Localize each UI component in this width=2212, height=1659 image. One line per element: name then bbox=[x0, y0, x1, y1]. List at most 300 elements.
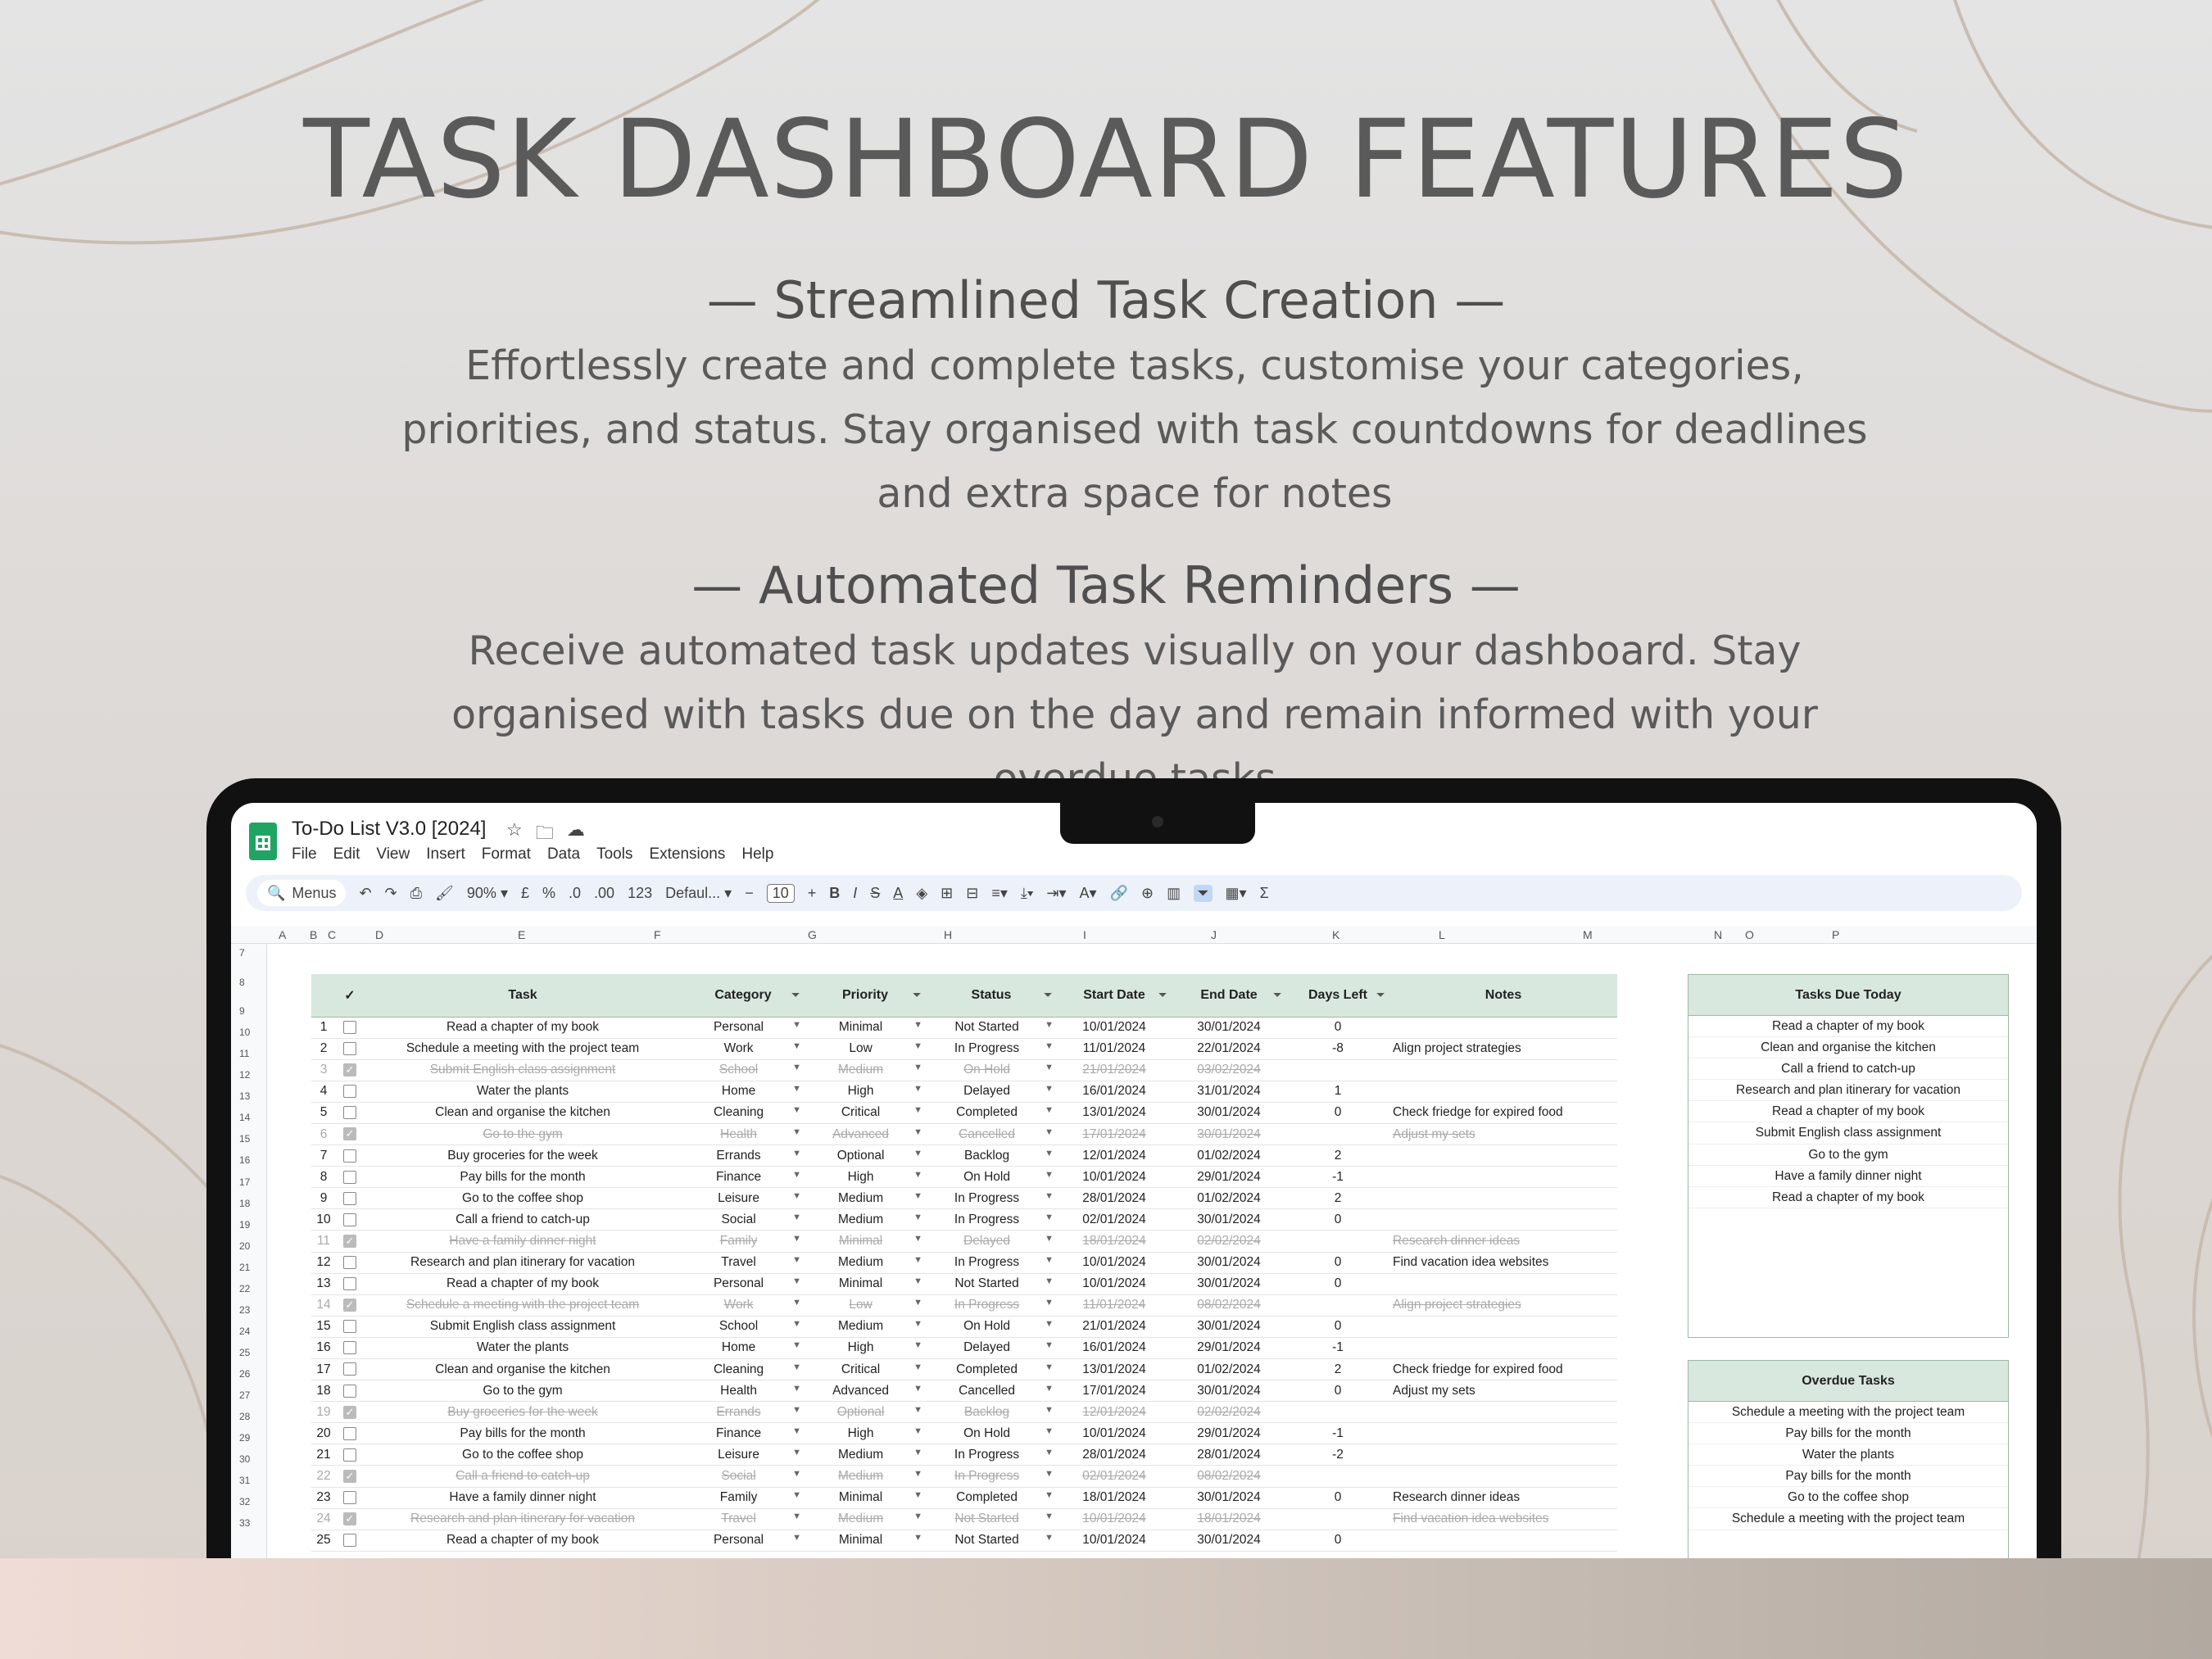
task-status[interactable] bbox=[926, 1123, 1057, 1145]
task-start-date[interactable]: 13/01/2024 bbox=[1057, 1359, 1172, 1380]
row-number[interactable]: 24 bbox=[239, 1326, 251, 1337]
task-checkbox[interactable] bbox=[343, 1256, 356, 1269]
task-notes[interactable] bbox=[1389, 1530, 1617, 1551]
dropdown-arrow-icon[interactable]: ▼ bbox=[792, 1126, 801, 1137]
dropdown-arrow-icon[interactable]: ▼ bbox=[792, 1169, 801, 1180]
dropdown-arrow-icon[interactable]: ▼ bbox=[913, 1063, 922, 1073]
task-end-date[interactable]: 29/01/2024 bbox=[1172, 1337, 1286, 1358]
task-checkbox[interactable]: ✓ bbox=[343, 1470, 356, 1483]
task-category[interactable] bbox=[682, 1123, 805, 1145]
task-category[interactable] bbox=[682, 1444, 805, 1466]
task-priority[interactable] bbox=[805, 1530, 926, 1551]
link-icon[interactable]: 🔗 bbox=[1109, 884, 1129, 901]
task-priority[interactable] bbox=[805, 1316, 926, 1337]
column-header-p[interactable]: P bbox=[1832, 928, 1840, 941]
task-category[interactable] bbox=[682, 1231, 805, 1252]
task-status[interactable] bbox=[926, 1423, 1057, 1444]
dropdown-arrow-icon[interactable]: ▼ bbox=[1045, 1512, 1054, 1522]
task-priority[interactable] bbox=[805, 1231, 926, 1252]
task-notes[interactable] bbox=[1389, 1017, 1617, 1038]
filter-icon[interactable]: ⏷ bbox=[913, 989, 921, 1000]
task-notes[interactable] bbox=[1389, 1444, 1617, 1466]
task-checkbox[interactable] bbox=[343, 1491, 356, 1504]
dropdown-arrow-icon[interactable]: ▼ bbox=[913, 1447, 922, 1457]
filter-views-icon[interactable]: ▦▾ bbox=[1225, 884, 1247, 901]
task-name[interactable]: Clean and organise the kitchen bbox=[364, 1102, 682, 1123]
task-status[interactable] bbox=[926, 1466, 1057, 1487]
task-status[interactable] bbox=[926, 1316, 1057, 1337]
dropdown-arrow-icon[interactable]: ▼ bbox=[792, 1063, 801, 1073]
task-category[interactable] bbox=[682, 1359, 805, 1380]
menu-item-edit[interactable]: Edit bbox=[333, 845, 360, 863]
task-category[interactable] bbox=[682, 1209, 805, 1231]
dropdown-arrow-icon[interactable]: ▼ bbox=[913, 1362, 922, 1372]
row-number[interactable]: 12 bbox=[239, 1069, 251, 1081]
task-notes[interactable]: Find vacation idea websites bbox=[1389, 1508, 1617, 1530]
task-status[interactable] bbox=[926, 1294, 1057, 1316]
task-end-date[interactable]: 30/01/2024 bbox=[1172, 1123, 1286, 1145]
task-checkbox[interactable] bbox=[343, 1320, 356, 1333]
task-name[interactable]: Go to the coffee shop bbox=[364, 1444, 682, 1466]
dropdown-arrow-icon[interactable]: ▼ bbox=[1045, 1190, 1054, 1201]
task-name[interactable]: Call a friend to catch-up bbox=[364, 1209, 682, 1231]
task-category[interactable] bbox=[682, 1530, 805, 1551]
task-category[interactable] bbox=[682, 1038, 805, 1059]
task-checkbox[interactable] bbox=[343, 1042, 356, 1055]
menu-item-file[interactable]: File bbox=[292, 845, 317, 863]
column-header-k[interactable]: K bbox=[1332, 928, 1340, 941]
task-end-date[interactable]: 30/01/2024 bbox=[1172, 1530, 1286, 1551]
dropdown-arrow-icon[interactable]: ▼ bbox=[913, 1084, 922, 1095]
row-number[interactable]: 30 bbox=[239, 1453, 251, 1465]
row-number[interactable]: 31 bbox=[239, 1475, 251, 1486]
task-end-date[interactable]: 18/01/2024 bbox=[1172, 1508, 1286, 1530]
task-status[interactable] bbox=[926, 1038, 1057, 1059]
task-category[interactable] bbox=[682, 1102, 805, 1123]
task-end-date[interactable]: 03/02/2024 bbox=[1172, 1059, 1286, 1081]
column-header-m[interactable]: M bbox=[1583, 928, 1593, 941]
task-notes[interactable] bbox=[1389, 1466, 1617, 1487]
task-start-date[interactable]: 13/01/2024 bbox=[1057, 1102, 1172, 1123]
dropdown-arrow-icon[interactable]: ▼ bbox=[1045, 1255, 1054, 1266]
task-name[interactable]: Call a friend to catch-up bbox=[364, 1466, 682, 1487]
row-number[interactable]: 33 bbox=[239, 1517, 251, 1529]
borders-icon[interactable]: ⊞ bbox=[941, 884, 954, 901]
strikethrough-icon[interactable]: S bbox=[870, 884, 881, 901]
percent-button[interactable]: % bbox=[542, 884, 556, 901]
task-priority[interactable] bbox=[805, 1188, 926, 1209]
dropdown-arrow-icon[interactable]: ▼ bbox=[792, 1041, 801, 1052]
dropdown-arrow-icon[interactable]: ▼ bbox=[792, 1490, 801, 1501]
italic-icon[interactable]: I bbox=[853, 884, 858, 901]
document-title[interactable]: To-Do List V3.0 [2024] bbox=[292, 818, 487, 840]
task-notes[interactable]: Check friedge for expired food bbox=[1389, 1102, 1617, 1123]
task-notes[interactable] bbox=[1389, 1188, 1617, 1209]
task-end-date[interactable]: 29/01/2024 bbox=[1172, 1423, 1286, 1444]
dropdown-arrow-icon[interactable]: ▼ bbox=[792, 1362, 801, 1372]
dropdown-arrow-icon[interactable]: ▼ bbox=[792, 1512, 801, 1522]
task-name[interactable]: Water the plants bbox=[364, 1081, 682, 1102]
menu-item-data[interactable]: Data bbox=[546, 845, 581, 863]
dropdown-arrow-icon[interactable]: ▼ bbox=[792, 1233, 801, 1244]
dropdown-arrow-icon[interactable]: ▼ bbox=[913, 1340, 922, 1351]
row-number[interactable]: 27 bbox=[239, 1389, 251, 1401]
task-name[interactable]: Pay bills for the month bbox=[364, 1423, 682, 1444]
menu-item-insert[interactable]: Insert bbox=[426, 845, 465, 863]
text-color-icon[interactable]: A bbox=[893, 884, 904, 901]
task-start-date[interactable]: 21/01/2024 bbox=[1057, 1059, 1172, 1081]
row-number[interactable]: 13 bbox=[239, 1090, 251, 1102]
dropdown-arrow-icon[interactable]: ▼ bbox=[913, 1469, 922, 1480]
row-number[interactable]: 16 bbox=[239, 1154, 251, 1166]
filter-icon[interactable]: ⏷ bbox=[791, 989, 800, 1000]
column-header-l[interactable]: L bbox=[1439, 928, 1445, 941]
task-start-date[interactable]: 10/01/2024 bbox=[1057, 1530, 1172, 1551]
task-status[interactable] bbox=[926, 1337, 1057, 1358]
task-start-date[interactable]: 10/01/2024 bbox=[1057, 1423, 1172, 1444]
number-format-button[interactable]: 123 bbox=[628, 884, 653, 901]
row-number[interactable]: 29 bbox=[239, 1432, 251, 1444]
task-end-date[interactable]: 30/01/2024 bbox=[1172, 1209, 1286, 1231]
task-status[interactable] bbox=[926, 1359, 1057, 1380]
dropdown-arrow-icon[interactable]: ▼ bbox=[1045, 1533, 1054, 1543]
task-name[interactable]: Research and plan itinerary for vacation bbox=[364, 1252, 682, 1273]
task-checkbox[interactable] bbox=[343, 1448, 356, 1462]
dropdown-arrow-icon[interactable]: ▼ bbox=[792, 1255, 801, 1266]
vertical-align-icon[interactable]: ⤓▾ bbox=[1020, 884, 1034, 901]
task-priority[interactable] bbox=[805, 1167, 926, 1188]
task-notes[interactable] bbox=[1389, 1209, 1617, 1231]
task-start-date[interactable]: 16/01/2024 bbox=[1057, 1337, 1172, 1358]
task-notes[interactable]: Research dinner ideas bbox=[1389, 1231, 1617, 1252]
dropdown-arrow-icon[interactable]: ▼ bbox=[1045, 1148, 1054, 1158]
task-category[interactable] bbox=[682, 1145, 805, 1167]
task-checkbox[interactable] bbox=[343, 1385, 356, 1398]
dropdown-arrow-icon[interactable]: ▼ bbox=[1045, 1426, 1054, 1436]
dropdown-arrow-icon[interactable]: ▼ bbox=[792, 1469, 801, 1480]
task-end-date[interactable]: 01/02/2024 bbox=[1172, 1188, 1286, 1209]
move-folder-icon[interactable]: 🗀 bbox=[535, 823, 554, 843]
task-name[interactable]: Schedule a meeting with the project team bbox=[364, 1294, 682, 1316]
row-number[interactable]: 7 bbox=[239, 947, 245, 959]
functions-icon[interactable]: Σ bbox=[1259, 884, 1269, 901]
task-name[interactable]: Submit English class assignment bbox=[364, 1059, 682, 1081]
task-notes[interactable] bbox=[1389, 1337, 1617, 1358]
column-header-c[interactable]: C bbox=[328, 928, 337, 941]
dropdown-arrow-icon[interactable]: ▼ bbox=[1045, 1404, 1054, 1415]
task-priority[interactable] bbox=[805, 1123, 926, 1145]
row-number[interactable]: 22 bbox=[239, 1283, 251, 1294]
task-category[interactable] bbox=[682, 1487, 805, 1508]
task-end-date[interactable]: 02/02/2024 bbox=[1172, 1402, 1286, 1423]
dropdown-arrow-icon[interactable]: ▼ bbox=[1045, 1490, 1054, 1501]
menu-item-tools[interactable]: Tools bbox=[596, 845, 633, 863]
task-notes[interactable] bbox=[1389, 1145, 1617, 1167]
task-category[interactable] bbox=[682, 1059, 805, 1081]
task-start-date[interactable]: 16/01/2024 bbox=[1057, 1081, 1172, 1102]
task-notes[interactable]: Adjust my sets bbox=[1389, 1380, 1617, 1402]
dropdown-arrow-icon[interactable]: ▼ bbox=[913, 1212, 922, 1222]
task-start-date[interactable]: 02/01/2024 bbox=[1057, 1466, 1172, 1487]
row-number[interactable]: 14 bbox=[239, 1112, 251, 1123]
task-priority[interactable] bbox=[805, 1102, 926, 1123]
row-number[interactable]: 20 bbox=[239, 1240, 251, 1252]
task-notes[interactable]: Align project strategies bbox=[1389, 1038, 1617, 1059]
row-number[interactable]: 25 bbox=[239, 1347, 251, 1358]
dropdown-arrow-icon[interactable]: ▼ bbox=[1045, 1041, 1054, 1052]
task-priority[interactable] bbox=[805, 1423, 926, 1444]
dropdown-arrow-icon[interactable]: ▼ bbox=[792, 1340, 801, 1351]
zoom-select[interactable]: 90% ▾ bbox=[466, 884, 508, 901]
task-end-date[interactable]: 28/01/2024 bbox=[1172, 1444, 1286, 1466]
dropdown-arrow-icon[interactable]: ▼ bbox=[792, 1084, 801, 1095]
task-status[interactable] bbox=[926, 1273, 1057, 1294]
row-number[interactable]: 21 bbox=[239, 1262, 251, 1273]
align-icon[interactable]: ≡▾ bbox=[991, 884, 1008, 901]
task-start-date[interactable]: 18/01/2024 bbox=[1057, 1487, 1172, 1508]
task-end-date[interactable]: 30/01/2024 bbox=[1172, 1487, 1286, 1508]
dropdown-arrow-icon[interactable]: ▼ bbox=[1045, 1084, 1054, 1095]
task-category[interactable] bbox=[682, 1273, 805, 1294]
task-name[interactable]: Submit English class assignment bbox=[364, 1316, 682, 1337]
task-notes[interactable]: Check friedge for expired food bbox=[1389, 1359, 1617, 1380]
menu-item-format[interactable]: Format bbox=[481, 845, 531, 863]
task-end-date[interactable]: 22/01/2024 bbox=[1172, 1038, 1286, 1059]
task-category[interactable] bbox=[682, 1337, 805, 1358]
task-priority[interactable] bbox=[805, 1402, 926, 1423]
dropdown-arrow-icon[interactable]: ▼ bbox=[913, 1383, 922, 1394]
task-category[interactable] bbox=[682, 1167, 805, 1188]
task-category[interactable] bbox=[682, 1402, 805, 1423]
task-name[interactable]: Buy groceries for the week bbox=[364, 1145, 682, 1167]
task-end-date[interactable]: 30/01/2024 bbox=[1172, 1017, 1286, 1038]
column-header-o[interactable]: O bbox=[1745, 928, 1754, 941]
sheets-logo-icon[interactable] bbox=[249, 823, 277, 860]
task-name[interactable]: Water the plants bbox=[364, 1337, 682, 1358]
font-size-decrease-icon[interactable]: − bbox=[745, 884, 754, 901]
task-name[interactable]: Read a chapter of my book bbox=[364, 1273, 682, 1294]
paint-format-icon[interactable]: 🖌 bbox=[435, 884, 454, 901]
task-checkbox[interactable] bbox=[343, 1362, 356, 1376]
column-header-a[interactable]: A bbox=[279, 928, 287, 941]
task-priority[interactable] bbox=[805, 1380, 926, 1402]
filter-icon[interactable]: ⏷ bbox=[1376, 989, 1385, 1000]
task-status[interactable] bbox=[926, 1380, 1057, 1402]
task-checkbox[interactable] bbox=[343, 1106, 356, 1119]
task-start-date[interactable]: 10/01/2024 bbox=[1057, 1167, 1172, 1188]
dropdown-arrow-icon[interactable]: ▼ bbox=[1045, 1383, 1054, 1394]
dropdown-arrow-icon[interactable]: ▼ bbox=[913, 1298, 922, 1308]
row-number[interactable]: 26 bbox=[239, 1368, 251, 1380]
task-status[interactable] bbox=[926, 1017, 1057, 1038]
row-number[interactable]: 23 bbox=[239, 1304, 251, 1316]
task-name[interactable]: Read a chapter of my book bbox=[364, 1530, 682, 1551]
task-name[interactable]: Read a chapter of my book bbox=[364, 1017, 682, 1038]
task-notes[interactable] bbox=[1389, 1273, 1617, 1294]
task-category[interactable] bbox=[682, 1423, 805, 1444]
task-name[interactable]: Buy groceries for the week bbox=[364, 1402, 682, 1423]
task-checkbox[interactable] bbox=[343, 1021, 356, 1034]
column-header-f[interactable]: F bbox=[654, 928, 661, 941]
dropdown-arrow-icon[interactable]: ▼ bbox=[913, 1169, 922, 1180]
task-priority[interactable] bbox=[805, 1252, 926, 1273]
task-status[interactable] bbox=[926, 1209, 1057, 1231]
task-start-date[interactable]: 10/01/2024 bbox=[1057, 1252, 1172, 1273]
dropdown-arrow-icon[interactable]: ▼ bbox=[792, 1212, 801, 1222]
redo-icon[interactable]: ↷ bbox=[384, 884, 397, 901]
task-category[interactable] bbox=[682, 1466, 805, 1487]
task-priority[interactable] bbox=[805, 1444, 926, 1466]
dropdown-arrow-icon[interactable]: ▼ bbox=[913, 1126, 922, 1137]
filter-icon[interactable]: ⏷ bbox=[1273, 989, 1281, 1000]
task-name[interactable]: Clean and organise the kitchen bbox=[364, 1359, 682, 1380]
task-checkbox[interactable]: ✓ bbox=[343, 1406, 356, 1419]
task-status[interactable] bbox=[926, 1508, 1057, 1530]
task-priority[interactable] bbox=[805, 1508, 926, 1530]
task-checkbox[interactable]: ✓ bbox=[343, 1127, 356, 1140]
dropdown-arrow-icon[interactable]: ▼ bbox=[913, 1255, 922, 1266]
task-end-date[interactable]: 02/02/2024 bbox=[1172, 1231, 1286, 1252]
task-checkbox[interactable]: ✓ bbox=[343, 1063, 356, 1077]
task-status[interactable] bbox=[926, 1167, 1057, 1188]
task-checkbox[interactable]: ✓ bbox=[343, 1299, 356, 1312]
dropdown-arrow-icon[interactable]: ▼ bbox=[1045, 1447, 1054, 1457]
task-end-date[interactable]: 30/01/2024 bbox=[1172, 1273, 1286, 1294]
column-header-d[interactable]: D bbox=[375, 928, 384, 941]
task-notes[interactable] bbox=[1389, 1167, 1617, 1188]
dropdown-arrow-icon[interactable]: ▼ bbox=[913, 1148, 922, 1158]
dropdown-arrow-icon[interactable]: ▼ bbox=[913, 1105, 922, 1116]
row-number[interactable]: 8 bbox=[239, 977, 245, 988]
dropdown-arrow-icon[interactable]: ▼ bbox=[792, 1190, 801, 1201]
dropdown-arrow-icon[interactable]: ▼ bbox=[1045, 1212, 1054, 1222]
task-notes[interactable] bbox=[1389, 1423, 1617, 1444]
dropdown-arrow-icon[interactable]: ▼ bbox=[792, 1533, 801, 1543]
task-start-date[interactable]: 11/01/2024 bbox=[1057, 1038, 1172, 1059]
dropdown-arrow-icon[interactable]: ▼ bbox=[1045, 1469, 1054, 1480]
increase-decimal-button[interactable]: .00 bbox=[594, 884, 615, 901]
task-checkbox[interactable] bbox=[343, 1085, 356, 1098]
task-status[interactable] bbox=[926, 1231, 1057, 1252]
task-notes[interactable]: Research dinner ideas bbox=[1389, 1487, 1617, 1508]
column-header-h[interactable]: H bbox=[944, 928, 953, 941]
task-category[interactable] bbox=[682, 1017, 805, 1038]
menu-search[interactable] bbox=[257, 880, 346, 906]
task-status[interactable] bbox=[926, 1059, 1057, 1081]
task-notes[interactable] bbox=[1389, 1402, 1617, 1423]
task-priority[interactable] bbox=[805, 1081, 926, 1102]
task-name[interactable]: Go to the coffee shop bbox=[364, 1188, 682, 1209]
dropdown-arrow-icon[interactable]: ▼ bbox=[1045, 1233, 1054, 1244]
task-checkbox[interactable] bbox=[343, 1277, 356, 1290]
task-checkbox[interactable] bbox=[343, 1534, 356, 1547]
print-icon[interactable]: ⎙ bbox=[410, 884, 423, 901]
column-header-i[interactable]: I bbox=[1083, 928, 1086, 941]
dropdown-arrow-icon[interactable]: ▼ bbox=[792, 1298, 801, 1308]
task-status[interactable] bbox=[926, 1188, 1057, 1209]
dropdown-arrow-icon[interactable]: ▼ bbox=[792, 1426, 801, 1436]
task-checkbox[interactable] bbox=[343, 1427, 356, 1440]
task-name[interactable]: Schedule a meeting with the project team bbox=[364, 1038, 682, 1059]
dropdown-arrow-icon[interactable]: ▼ bbox=[792, 1020, 801, 1031]
task-start-date[interactable]: 18/01/2024 bbox=[1057, 1231, 1172, 1252]
task-notes[interactable] bbox=[1389, 1081, 1617, 1102]
menu-item-view[interactable]: View bbox=[376, 845, 410, 863]
text-rotate-icon[interactable]: A▾ bbox=[1079, 884, 1097, 901]
column-header-b[interactable]: B bbox=[310, 928, 318, 941]
task-end-date[interactable]: 31/01/2024 bbox=[1172, 1081, 1286, 1102]
task-name[interactable]: Go to the gym bbox=[364, 1380, 682, 1402]
fill-color-icon[interactable]: ◈ bbox=[916, 884, 928, 901]
task-end-date[interactable]: 30/01/2024 bbox=[1172, 1316, 1286, 1337]
task-status[interactable] bbox=[926, 1530, 1057, 1551]
task-notes[interactable]: Align project strategies bbox=[1389, 1294, 1617, 1316]
dropdown-arrow-icon[interactable]: ▼ bbox=[913, 1426, 922, 1436]
task-category[interactable] bbox=[682, 1380, 805, 1402]
row-number[interactable]: 9 bbox=[239, 1005, 245, 1017]
dropdown-arrow-icon[interactable]: ▼ bbox=[913, 1041, 922, 1052]
row-number[interactable]: 10 bbox=[239, 1027, 251, 1038]
task-start-date[interactable]: 12/01/2024 bbox=[1057, 1402, 1172, 1423]
task-priority[interactable] bbox=[805, 1487, 926, 1508]
menu-item-extensions[interactable]: Extensions bbox=[649, 845, 726, 863]
task-start-date[interactable]: 17/01/2024 bbox=[1057, 1123, 1172, 1145]
task-checkbox[interactable] bbox=[343, 1171, 356, 1184]
column-header-j[interactable]: J bbox=[1211, 928, 1217, 941]
task-priority[interactable] bbox=[805, 1294, 926, 1316]
dropdown-arrow-icon[interactable]: ▼ bbox=[1045, 1105, 1054, 1116]
dropdown-arrow-icon[interactable]: ▼ bbox=[1045, 1169, 1054, 1180]
menu-item-help[interactable]: Help bbox=[741, 845, 774, 863]
decrease-decimal-button[interactable]: .0 bbox=[569, 884, 582, 901]
task-status[interactable] bbox=[926, 1487, 1057, 1508]
task-start-date[interactable]: 11/01/2024 bbox=[1057, 1294, 1172, 1316]
row-number[interactable]: 32 bbox=[239, 1496, 251, 1507]
task-status[interactable] bbox=[926, 1145, 1057, 1167]
task-start-date[interactable]: 10/01/2024 bbox=[1057, 1508, 1172, 1530]
column-header-n[interactable]: N bbox=[1714, 928, 1723, 941]
task-category[interactable] bbox=[682, 1188, 805, 1209]
cloud-status-icon[interactable]: ☁ bbox=[566, 819, 585, 840]
dropdown-arrow-icon[interactable]: ▼ bbox=[913, 1319, 922, 1330]
filter-icon[interactable]: ⏷ bbox=[1194, 885, 1212, 902]
text-wrap-icon[interactable]: ⇥▾ bbox=[1046, 884, 1067, 901]
dropdown-arrow-icon[interactable]: ▼ bbox=[1045, 1362, 1054, 1372]
column-header-g[interactable]: G bbox=[808, 928, 817, 941]
task-priority[interactable] bbox=[805, 1059, 926, 1081]
task-name[interactable]: Pay bills for the month bbox=[364, 1167, 682, 1188]
task-category[interactable] bbox=[682, 1508, 805, 1530]
dropdown-arrow-icon[interactable]: ▼ bbox=[913, 1233, 922, 1244]
dropdown-arrow-icon[interactable]: ▼ bbox=[1045, 1063, 1054, 1073]
row-number[interactable]: 28 bbox=[239, 1411, 251, 1422]
task-start-date[interactable]: 28/01/2024 bbox=[1057, 1444, 1172, 1466]
task-checkbox[interactable]: ✓ bbox=[343, 1512, 356, 1525]
font-size-increase-icon[interactable]: + bbox=[807, 884, 817, 901]
row-number[interactable]: 11 bbox=[239, 1048, 250, 1059]
task-notes[interactable] bbox=[1389, 1316, 1617, 1337]
task-priority[interactable] bbox=[805, 1209, 926, 1231]
task-name[interactable]: Have a family dinner night bbox=[364, 1231, 682, 1252]
dropdown-arrow-icon[interactable]: ▼ bbox=[913, 1490, 922, 1501]
task-notes[interactable] bbox=[1389, 1059, 1617, 1081]
task-priority[interactable] bbox=[805, 1038, 926, 1059]
task-status[interactable] bbox=[926, 1102, 1057, 1123]
task-end-date[interactable]: 30/01/2024 bbox=[1172, 1252, 1286, 1273]
task-category[interactable] bbox=[682, 1294, 805, 1316]
task-start-date[interactable]: 02/01/2024 bbox=[1057, 1209, 1172, 1231]
bold-icon[interactable]: B bbox=[829, 884, 841, 901]
